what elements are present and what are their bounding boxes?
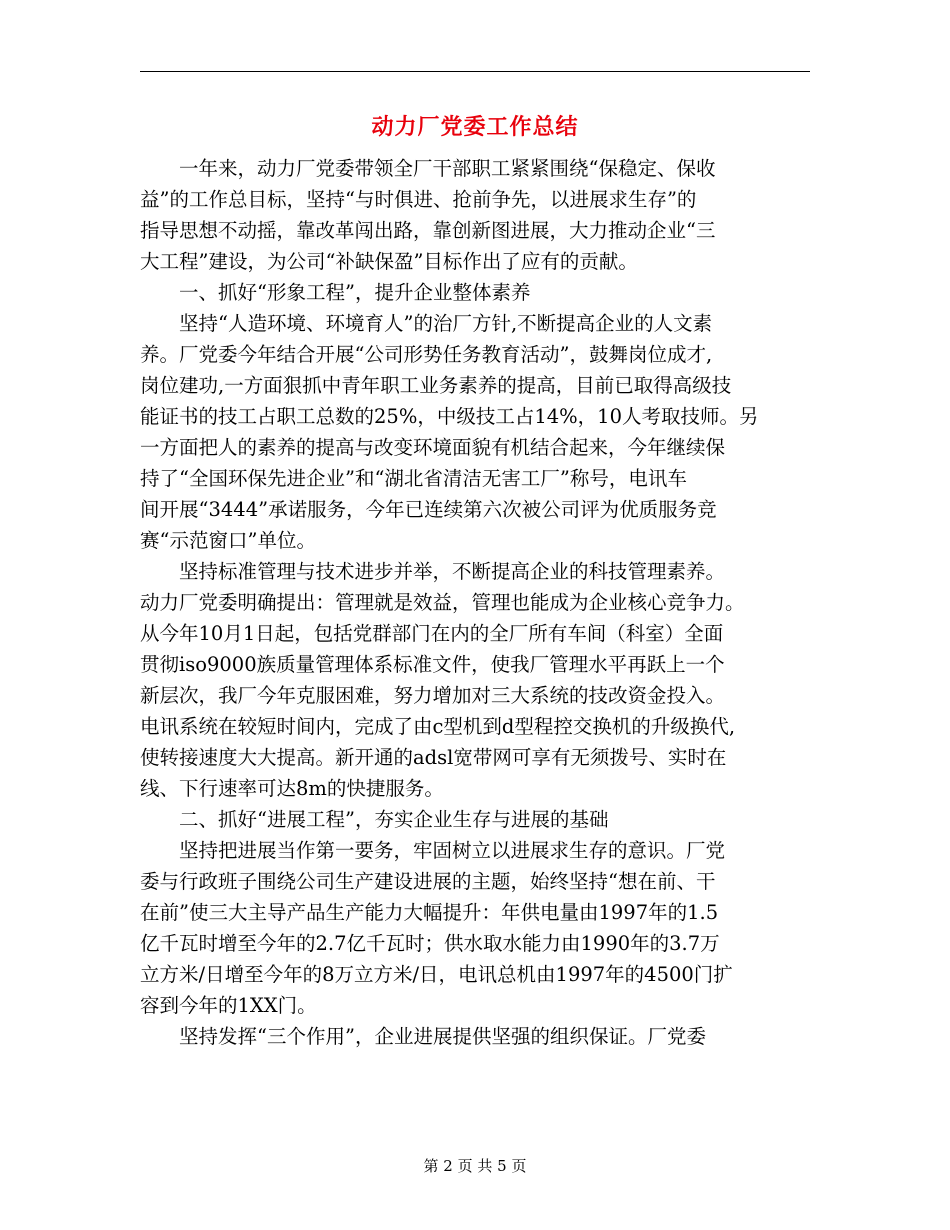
text-line: 贯彻iso9000族质量管理体系标准文件，使我厂管理水平再跃上一个 bbox=[140, 653, 725, 676]
text-line: 在前”使三大主导产品生产能力大幅提升：年供电量由1997年的1.5 bbox=[140, 901, 719, 924]
text-line: 一方面把人的素养的提高与改变环境面貌有机结合起来，今年继续保 bbox=[140, 436, 726, 459]
page-footer: 第 2 页 共 5 页 bbox=[423, 1157, 527, 1175]
text-line: 使转接速度大大提高。新开通的adsl宽带网可享有无须拨号、实时在 bbox=[140, 746, 727, 769]
text-line: 指导思想不动摇，靠改革闯出路，靠创新图进展，大力推动企业“三 bbox=[140, 219, 716, 242]
text-line: 动力厂党委明确提出：管理就是效益，管理也能成为企业核心竞争力。 bbox=[140, 591, 745, 614]
section-heading: 一、抓好“形象工程”，提升企业整体素养 bbox=[140, 281, 531, 304]
text-line: 间开展“3444”承诺服务，今年已连续第六次被公司评为优质服务竞 bbox=[140, 498, 717, 521]
text-line: 坚持发挥“三个作用”，企业进展提供坚强的组织保证。厂党委 bbox=[140, 1025, 706, 1048]
text-line: 委与行政班子围绕公司生产建设进展的主题，始终坚持“想在前、干 bbox=[140, 870, 716, 893]
text-line: 大工程”建设，为公司“补缺保盈”目标作出了应有的贡献。 bbox=[140, 250, 638, 273]
text-line: 电讯系统在较短时间内，完成了由c型机到d型程控交换机的升级换代, bbox=[140, 715, 736, 738]
text-line: 亿千瓦时增至今年的2.7亿千瓦时；供水取水能力由1990年的3.7万 bbox=[140, 932, 720, 955]
text-line: 坚持“人造环境、环境育人”的治厂方针,不断提高企业的人文素 bbox=[140, 312, 713, 335]
text-line: 坚持标准管理与技术进步并举，不断提高企业的科技管理素养。 bbox=[140, 560, 726, 583]
document-title: 动力厂党委工作总结 bbox=[371, 115, 579, 140]
document-body bbox=[140, 153, 812, 1052]
text-line: 立方米/日增至今年的8万立方米/日，电讯总机由1997年的4500门扩 bbox=[140, 963, 733, 986]
text-line: 从今年10月1日起，包括党群部门在内的全厂所有车间（科室）全面 bbox=[140, 622, 724, 645]
text-line: 益”的工作总目标，坚持“与时俱进、抢前争先，以进展求生存”的 bbox=[140, 188, 697, 211]
text-line: 养。厂党委今年结合开展“公司形势任务教育活动”，鼓舞岗位成才, bbox=[140, 343, 713, 366]
text-line: 能证书的技工占职工总数的25%，中级技工占14%，10人考取技师。另 bbox=[140, 405, 759, 428]
text-line: 岗位建功,一方面狠抓中青年职工业务素养的提高，目前已取得高级技 bbox=[140, 374, 732, 397]
text-line: 新层次，我厂今年克服困难，努力增加对三大系统的技改资金投入。 bbox=[140, 684, 726, 707]
text-line: 线、下行速率可达8m的快捷服务。 bbox=[140, 777, 444, 800]
section-heading: 二、抓好“进展工程”，夯实企业生存与进展的基础 bbox=[140, 808, 609, 831]
text-line: 容到今年的1XX门。 bbox=[140, 994, 317, 1017]
header-rule bbox=[140, 71, 810, 72]
text-line: 一年来，动力厂党委带领全厂干部职工紧紧围绕“保稳定、保收 bbox=[140, 157, 716, 180]
text-line: 持了“全国环保先进企业”和“湖北省清洁无害工厂”称号，电讯车 bbox=[140, 467, 687, 490]
text-line: 赛“示范窗口”单位。 bbox=[140, 529, 316, 552]
text-line: 坚持把进展当作第一要务，牢固树立以进展求生存的意识。厂党 bbox=[140, 839, 726, 862]
